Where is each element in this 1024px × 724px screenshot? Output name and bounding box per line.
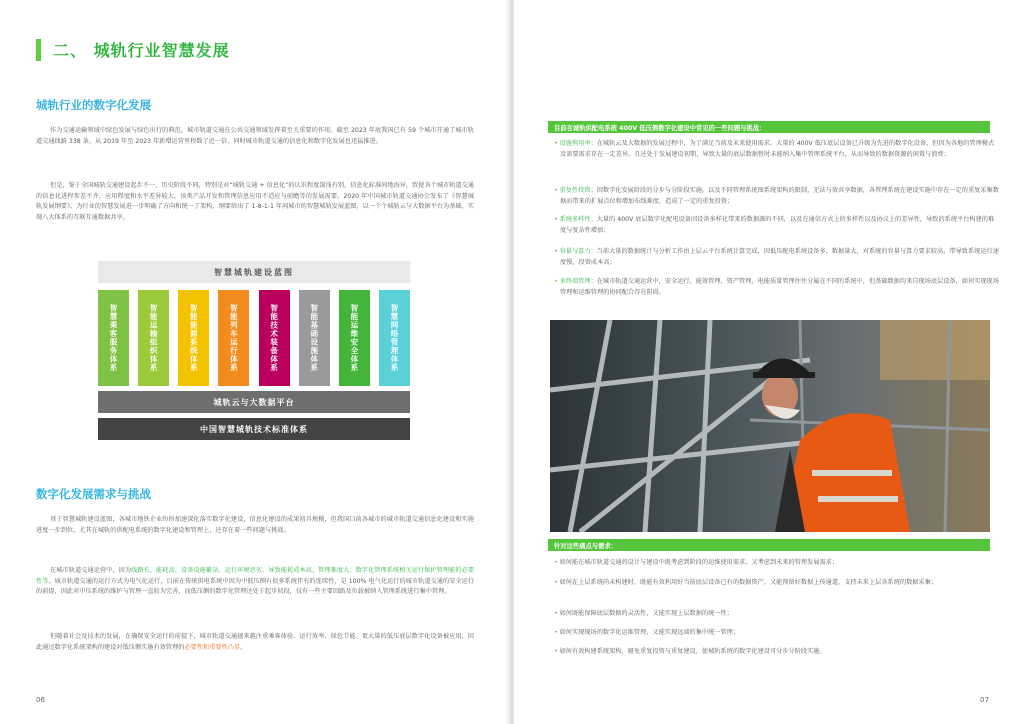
issue-text: ：因数字化发展阶段的分步与分阶段实施，以及不同管理系统图系统架构的限制，无法与效共享数据，各管理系统在建设实施中存在一定的重复采集数据而带来的扩展点位和增加布线难度，造成了一定的重复投资； <box>560 187 999 205</box>
section-title-challenges: 数字化发展需求与挑战 <box>36 487 151 501</box>
issue-text: ：大量的 400V 底层数字化配电设备因设备多样化带来的数据源的不同，以及在通信方式上的多样性以及协议上的差异性，导致的系统平台构建的难度与复杂性增加； <box>560 216 995 234</box>
section-title-digital-development: 城轨行业的数字化发展 <box>36 98 151 112</box>
bullet-icon: • <box>554 579 560 586</box>
diagram-column-label: 智能运维安全体系 <box>349 304 359 372</box>
diagram-title: 智慧城轨建设蓝图 <box>98 261 410 283</box>
highlighted-text: 线路长、能耗高、设备设施繁杂、运行环境恶劣、导致能耗成本高、管理难度大、数字化管理系统相关运行保护管理能的必要性等 <box>36 567 475 585</box>
smart-metro-blueprint-diagram <box>98 261 410 440</box>
chapter-heading <box>36 38 230 61</box>
page-number: 07 <box>980 696 989 704</box>
diagram-column-label: 智慧乘客服务体系 <box>109 304 118 372</box>
solution-text: 如何既能保障底层数据的灵活性，又能实现上层数据的统一性； <box>559 610 733 617</box>
issue-text: ：在城市轨道交通运营中，安全运行、能效管理、资产管理、电能质量管理往往分属在不同的系统中，但基础数据均来自现场底层设备，如何实现现场管理和运维管理的协同配合存在阻碍。 <box>560 278 999 296</box>
bullet-icon: • <box>554 278 560 285</box>
issue-text: ：当前大量的数据统计与分析工作由上层云平台系统计算完成，因低压配电系统设备多，数据量大，对系统的容量与算力要求较高，带导致系统运行速度慢，投资成本高； <box>560 248 999 266</box>
issue-item <box>550 215 1000 237</box>
bullet-icon: • <box>554 140 560 147</box>
diagram-column-label: 智能列车运行体系 <box>229 304 239 372</box>
diagram-column <box>379 290 410 386</box>
issue-keyword: 重复性投资 <box>559 187 591 194</box>
diagram-column <box>339 290 370 386</box>
issue-item <box>550 139 1000 161</box>
solution-text: 如何有效构建系统架构，避免重复投资与重复建设，使城轨系统的数字化建设可分步分阶段实施。 <box>559 648 826 655</box>
diagram-column-label: 智能技术装备体系 <box>269 304 279 372</box>
issues-heading-band: 目前在城轨供配电系统 400V 低压侧数字化建设中常见的一些问题与挑战： <box>548 121 990 133</box>
bullet-icon: • <box>554 248 560 255</box>
worker-scaffold-image <box>550 320 990 532</box>
diagram-column-label: 智能基础设施体系 <box>309 304 319 372</box>
page-number: 06 <box>36 696 45 704</box>
text-segment: 。 <box>240 643 247 651</box>
issue-item <box>550 186 1000 208</box>
solution-text: 如何在上层系统尚未构建时，既能有效利用好当前底层设备已有的数据资产，又能预留好数据上传通道，支持未来上层各系统的数据采集； <box>559 579 938 586</box>
issue-keyword: 设施利用率 <box>559 140 591 147</box>
highlighted-text: 必要性和重要性凸显 <box>184 643 241 651</box>
diagram-column-label: 智能运输组织体系 <box>149 304 159 372</box>
chapter-title: 二、 城轨行业智慧发展 <box>53 41 230 60</box>
solution-item <box>550 578 1000 589</box>
paragraph-challenges-intro: 基于智慧城轨建设蓝图，各城市地铁企业纷纷加速深化落实数字化建设，信息化建设的成果初具规模，但我国目前各城市的城市轨道交通信息化建设和实施进度一步到位，尤其在城轨的供配电系统的数字化建设和管理上，还存在着一些问题与挑战。 <box>36 516 474 534</box>
issue-text: ：在城轨云及大数据的发展过程中，为了满足当前及未来使用需求，大量的 400V 低压底层设备已升级为先进的数字化设备，但因为各地的管理模式及需要需求存在一定差异，且还处于发展建设初期，导致大量的底层数据暂时未能纳入集中管理系统平台，从而导致的数据资源的闲置与浪费； <box>560 140 995 158</box>
solution-item <box>550 647 1000 658</box>
solution-item <box>550 609 1000 620</box>
worker-photo <box>550 320 990 532</box>
right-page <box>514 0 1024 724</box>
diagram-column-label: 智慧网络管理体系 <box>389 304 399 372</box>
diagram-cloud-platform-bar: 城轨云与大数据平台 <box>98 391 410 413</box>
issue-keyword: 系统多样性 <box>559 216 591 223</box>
diagram-column <box>98 290 129 386</box>
solution-text: 如何实现现场的数字化运维管理，又能实现远端的集中统一管理； <box>559 629 740 636</box>
diagram-column <box>218 290 249 386</box>
paragraph-blueprint: 但是，鉴于全国城轨交通建设起步不一，历史阶段不同，特别是对“城轨交通 + 信息化”的认识程度深浅有别，信息化标准间地海异，致使各个城市轨道交通的信息化进程参差不齐，应用程度和水平差异较大，该类产品开发和管理信息应用不适应与前瞻等的发展需要。2020 年中国城市轨道交通协会发布了《智慧城轨发展纲要》，为行业的智慧发展进一步明确了方向和统一了架构，纲要给出了 1-8-1-1 年间城市的智慧城轨发展蓝图，以一个个城轨云与大数据平台为基础，实现八大体系的互联互通数据共享。 <box>36 182 474 221</box>
issue-item <box>550 277 1000 299</box>
solution-item <box>550 628 1000 639</box>
bullet-icon: • <box>554 559 560 566</box>
text-segment: 但随着社会及技术的发展，在确保安全运行的前提下，城市轨道交通越来越注重乘客体验、运行效率、绿色节能、更大量的低压底层数字化设备被应用，因此通过数字化系统架构的建设对低压侧实施有效管理的 <box>36 633 474 651</box>
diagram-standards-bar: 中国智慧城轨技术标准体系 <box>98 418 410 440</box>
text-segment: 。城市轨道交通的运行方式为电气化运行，目前在传统供电系统中因为中低压侧有很多系统伴有的连续性，是 100% 电气化运行的城市轨道交通的安全运行的前提，因此对中压系统的维护与管理一直较为完善，而低压侧的数字化管理还处于起步初段，仅有一些主要回路及负载被纳入管理系统进行集中管理。 <box>36 577 475 596</box>
issue-item <box>550 247 1000 269</box>
solution-text: 如何能在城市轨道交通的设计与建设中既考虑到阶段的运维使用需求，又考虑到未来的管理发展需求； <box>559 559 839 566</box>
bullet-icon: • <box>554 629 560 636</box>
diagram-column <box>299 290 330 386</box>
solution-item <box>550 558 1000 569</box>
diagram-system-columns <box>98 290 410 386</box>
diagram-column <box>178 290 209 386</box>
diagram-column <box>138 290 169 386</box>
bullet-icon: • <box>554 216 560 223</box>
diagram-column-label: 智能能源系统体系 <box>189 304 199 372</box>
chapter-accent-bar <box>36 39 41 61</box>
paragraph-intro: 作为交通运输领域中绿色发展与绿色出行的典范，城市轨道交通在公共交通领域发挥着至关重要的作用。截至 2023 年底我国已有 59 个城市开通了城市轨道交通线路 338 条，从 2019 年至 2023 年新增运营里程数了近一倍，同时城市轨道交通的信息化和数字化发展也迅猛推进。 <box>36 127 474 145</box>
diagram-column <box>259 290 290 386</box>
paragraph-operation-issues <box>36 566 474 598</box>
text-segment: 在城市轨道交通运营中，因为 <box>50 567 132 574</box>
bullet-icon: • <box>554 610 560 617</box>
solutions-heading-band: 针对这些痛点与需求： <box>548 539 990 551</box>
paragraph-necessity <box>36 632 474 653</box>
issue-keyword: 容量与算力 <box>559 248 591 255</box>
bullet-icon: • <box>554 187 560 194</box>
issue-keyword: 多终端管理 <box>559 278 591 285</box>
bullet-icon: • <box>554 648 560 655</box>
